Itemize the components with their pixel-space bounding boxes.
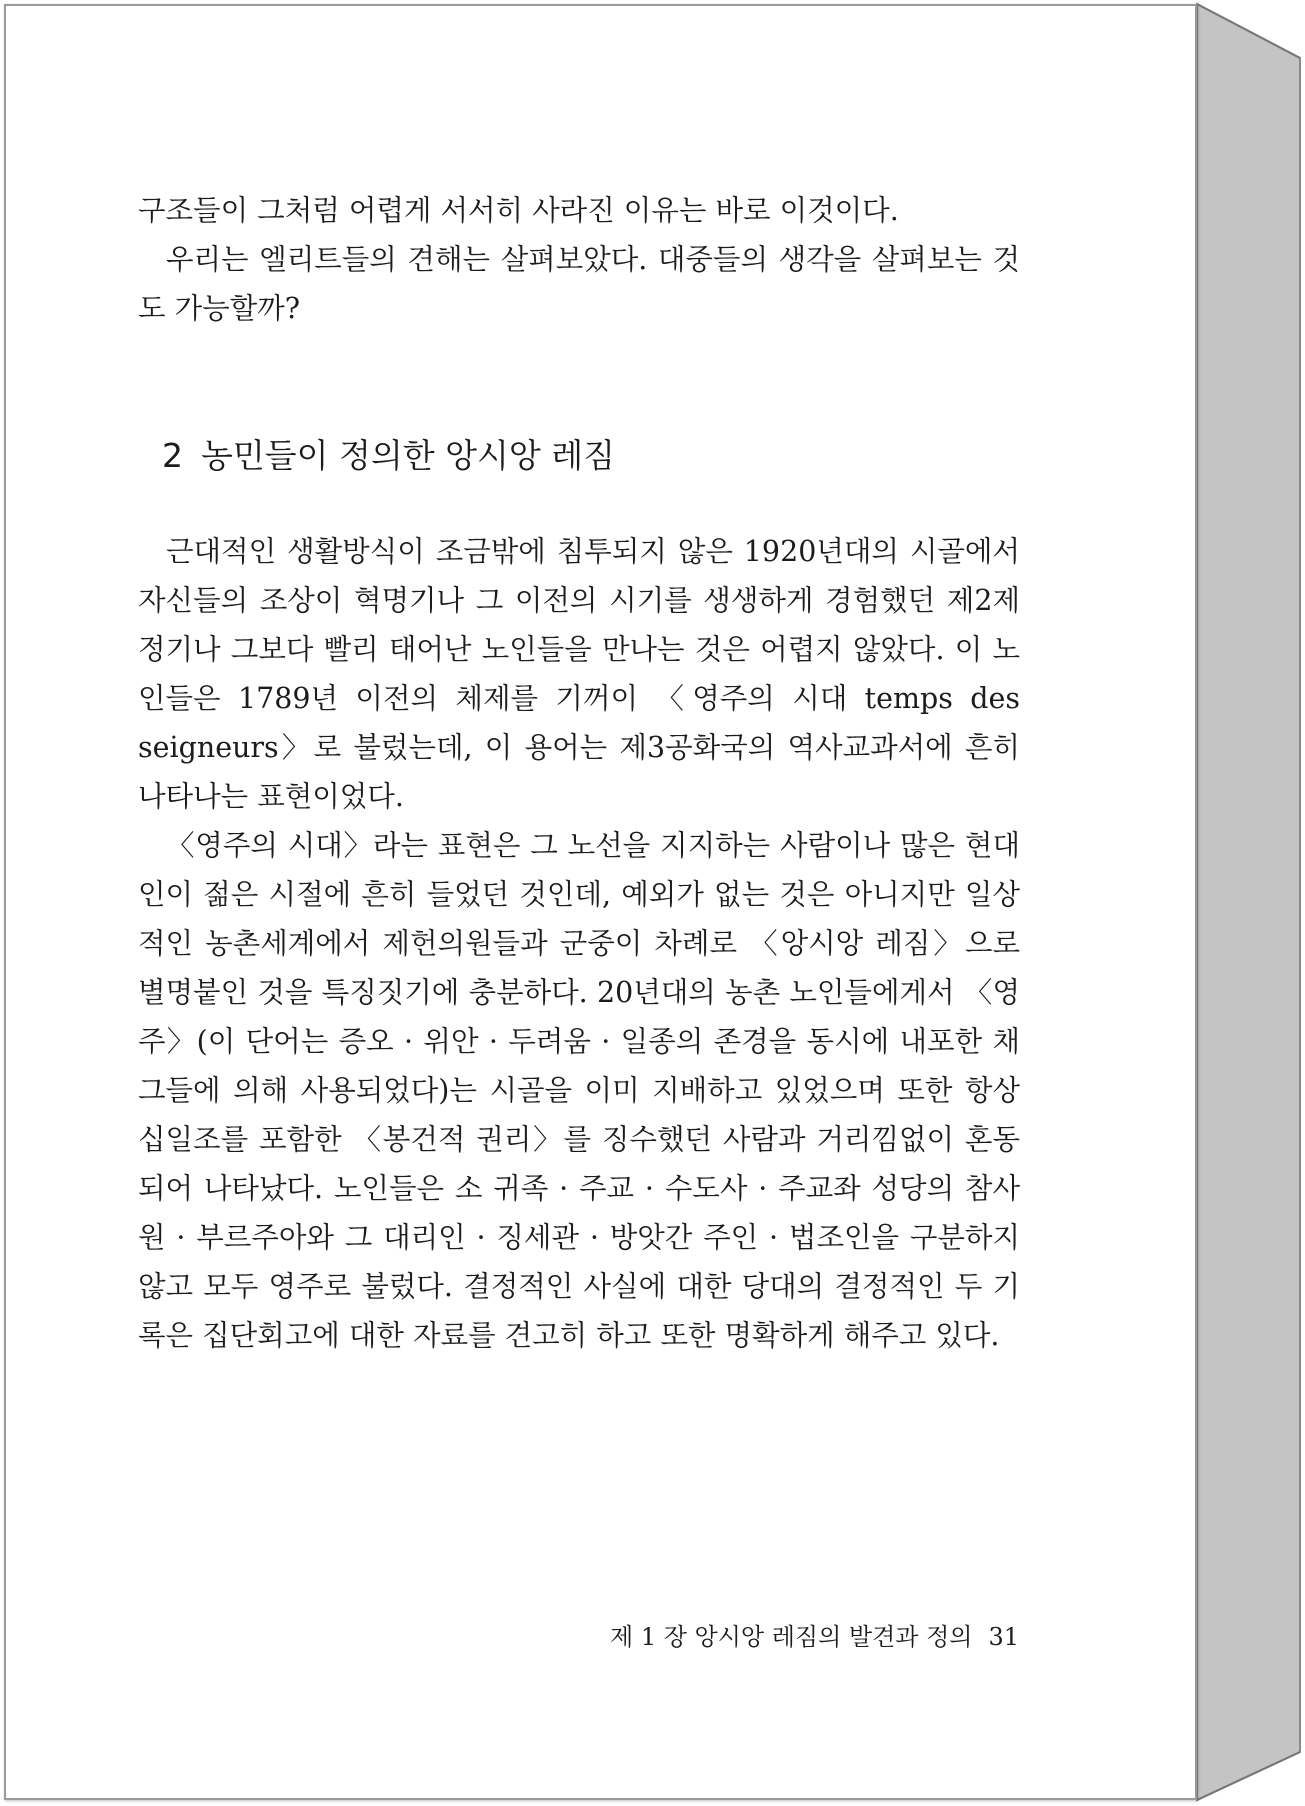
body-paragraph-1: 근대적인 생활방식이 조금밖에 침투되지 않은 1920년대의 시골에서 자신들의 조상이 혁명기나 그 이전의 시기를 생생하게 경험했던 제2제정기나 그보다 빨리 태어난 노인들을 만나는 것은 어렵지 않았다. 이 노인들은 1789년 이전의 체제를 기꺼이 〈영주의 시대 temps des seigneurs〉로 불렀는데, 이 용어는 제3공화국의 역사교과서에 흔히 나타나는 표현이었다. — [138, 535, 1020, 813]
running-footer — [610, 1617, 1019, 1657]
intro-text — [138, 186, 1020, 333]
body-paragraph-2: 〈영주의 시대〉라는 표현은 그 노선을 지지하는 사람이나 많은 현대인이 젊은 시절에 흔히 들었던 것인데, 예외가 없는 것은 아니지만 일상적인 농촌세계에서 제헌의원들과 군중이 차례로 〈앙시앙 레짐〉으로 별명붙인 것을 특징짓기에 충분하다. 20년대의 농촌 노인들에게서 〈영주〉(이 단어는 증오 · 위안 · 두려움 · 일종의 존경을 동시에 내포한 채 그들에 의해 사용되었다)는 시골을 이미 지배하고 있었으며 또한 항상 십일조를 포함한 〈봉건적 권리〉를 징수했던 사람과 거리낌없이 혼동되어 나타났다. 노인들은 소 귀족 · 주교 · 수도사 · 주교좌 성당의 참사원 · 부르주아와 그 대리인 · 징세관 · 방앗간 주인 · 법조인을 구분하지 않고 모두 영주로 불렀다. 결정적인 사실에 대한 당대의 결정적인 두 기록은 집단회고에 대한 자료를 견고히 하고 또한 명확하게 해주고 있다. — [138, 829, 1020, 1352]
body-text — [138, 527, 1020, 1360]
section-heading — [162, 432, 962, 480]
section-number: 2 — [162, 436, 183, 475]
intro-paragraph: 우리는 엘리트들의 견해는 살펴보았다. 대중들의 생각을 살펴보는 것도 가능할까? — [138, 243, 1020, 325]
chapter-title: 제 1 장 앙시앙 레짐의 발견과 정의 — [610, 1623, 973, 1651]
intro-line: 구조들이 그처럼 어렵게 서서히 사라진 이유는 바로 이것이다. — [138, 194, 899, 227]
page-number: 31 — [988, 1623, 1019, 1651]
section-title: 농민들이 정의한 앙시앙 레짐 — [201, 436, 616, 475]
